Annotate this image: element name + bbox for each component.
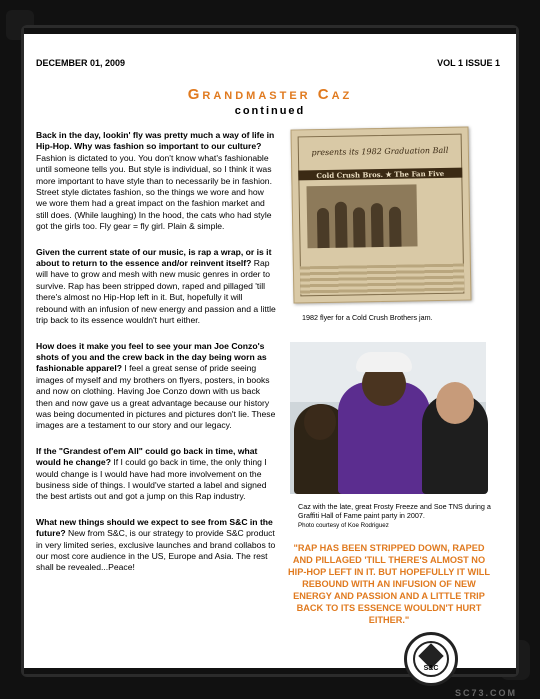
answer: Rap will have to grow and mesh with new music genres in order to survive. Rap has been stripped down, raped and pillaged 'till there's almost no Hip-Hop left in it. But, hopefully it will rebound with an infusion of new energy and passion and a little trip back to its essence wouldn't hurt either.: [36, 258, 276, 326]
photo-credit: Photo courtesy of Koe Rodriguez: [298, 522, 389, 529]
issue-volume: VOL 1 ISSUE 1: [437, 58, 500, 68]
cap-icon: [356, 352, 412, 372]
question: If the "Grandest of'em All" could go back in time, what would he change?: [36, 445, 258, 468]
qa-item: [36, 446, 276, 503]
flyer-details: [300, 264, 464, 295]
flyer-caption: 1982 flyer for a Cold Crush Brothers jam.: [302, 313, 433, 322]
qa-item: [36, 247, 276, 327]
flyer-figure: [317, 208, 330, 248]
flyer-figure: [389, 207, 402, 247]
interview-column: [36, 130, 276, 588]
issue-date: DECEMBER 01, 2009: [36, 58, 126, 68]
group-photo: [290, 342, 486, 494]
article-title: Grandmaster Caz: [187, 86, 353, 103]
site-url[interactable]: SC73.COM: [455, 688, 518, 698]
magazine-page: [24, 28, 518, 698]
question: Given the current state of our music, is rap a wrap, or is it about to return to the essence and/or reinvent itself?: [36, 246, 272, 269]
qa-item: [36, 517, 276, 574]
article-subtitle: continued: [234, 105, 306, 117]
answer: I feel a great sense of pride seeing images of myself and my brothers on flyers, posters, in books and now on clothing. Having Joe Conzo down with us back then and now gave us a great advantage because our history was being documented in pictures and pictures don't lie. These images are a testament to our story and our legacy.: [36, 363, 276, 431]
photo-caption: [298, 502, 498, 530]
qa-item: [36, 341, 276, 432]
person-left-head: [304, 404, 336, 440]
person-right-head: [436, 382, 474, 424]
brand-seal-logo: [404, 632, 458, 686]
question: Back in the day, lookin' fly was pretty much a way of life in Hip-Hop. Why was fashion so important to our culture?: [36, 130, 275, 152]
flyer-photo: [306, 184, 417, 248]
question: How does it make you feel to see your man Joe Conzo's shots of you and the crew back in the day being worn as fashionable apparel?: [36, 340, 267, 374]
flyer-acts: Cold Crush Bros. ★ The Fan Five: [316, 168, 445, 181]
torn-edge-top: [24, 28, 516, 34]
answer: New from S&C, is our strategy to provide S&C product in very limited series, exclusive launches and brand collabos to our most core audience in the US, Europe and Asia. The rest shall be revealed...Peace!: [36, 528, 276, 573]
question: What new things should we expect to see from S&C in the future?: [36, 516, 273, 539]
seal-text: S&C: [423, 665, 439, 672]
answer: If I could go back in time, the only thing I would change is I would have had more involvement on the business side of things. I would've started a label and signed the best artists out and got a jump on this Rap industry.: [36, 457, 267, 502]
pull-quote: "RAP HAS BEEN STRIPPED DOWN, RAPED AND PILLAGED 'TILL THERE'S ALMOST NO HIP-HOP LEFT IN IT. BUT HOPEFULLY IT WILL REBOUND WITH AN INFUSION OF NEW ENERGY AND PASSION AND A LITTLE TRIP BACK TO ITS ESSENCE WOULDN'T HURT EITHER.": [288, 543, 490, 625]
flyer-figure: [353, 207, 366, 247]
flyer-heading: presents its 1982 Graduation Ball: [311, 145, 449, 158]
qa-item: [36, 130, 276, 233]
flyer-figure: [371, 203, 384, 247]
photo-caption-text: Caz with the late, great Frosty Freeze and Soe TNS during a Graffiti Hall of Fame paint party in 2007.: [298, 502, 491, 520]
answer: Fashion is dictated to you. You don't know what's fashionable until someone tells you. But style is individual, so I think it was more important to have style than to necessarily be in fashion. Street style dictates fashion, so the things we wore and how we wore them had a great impact on the fashion market and still does. (While laughing) In the hood, the cats who had style got the girls too. Fly gear = fly girl. Plain & simple.: [36, 152, 272, 232]
flyer-figure: [335, 202, 348, 248]
flyer-image: [290, 126, 471, 303]
